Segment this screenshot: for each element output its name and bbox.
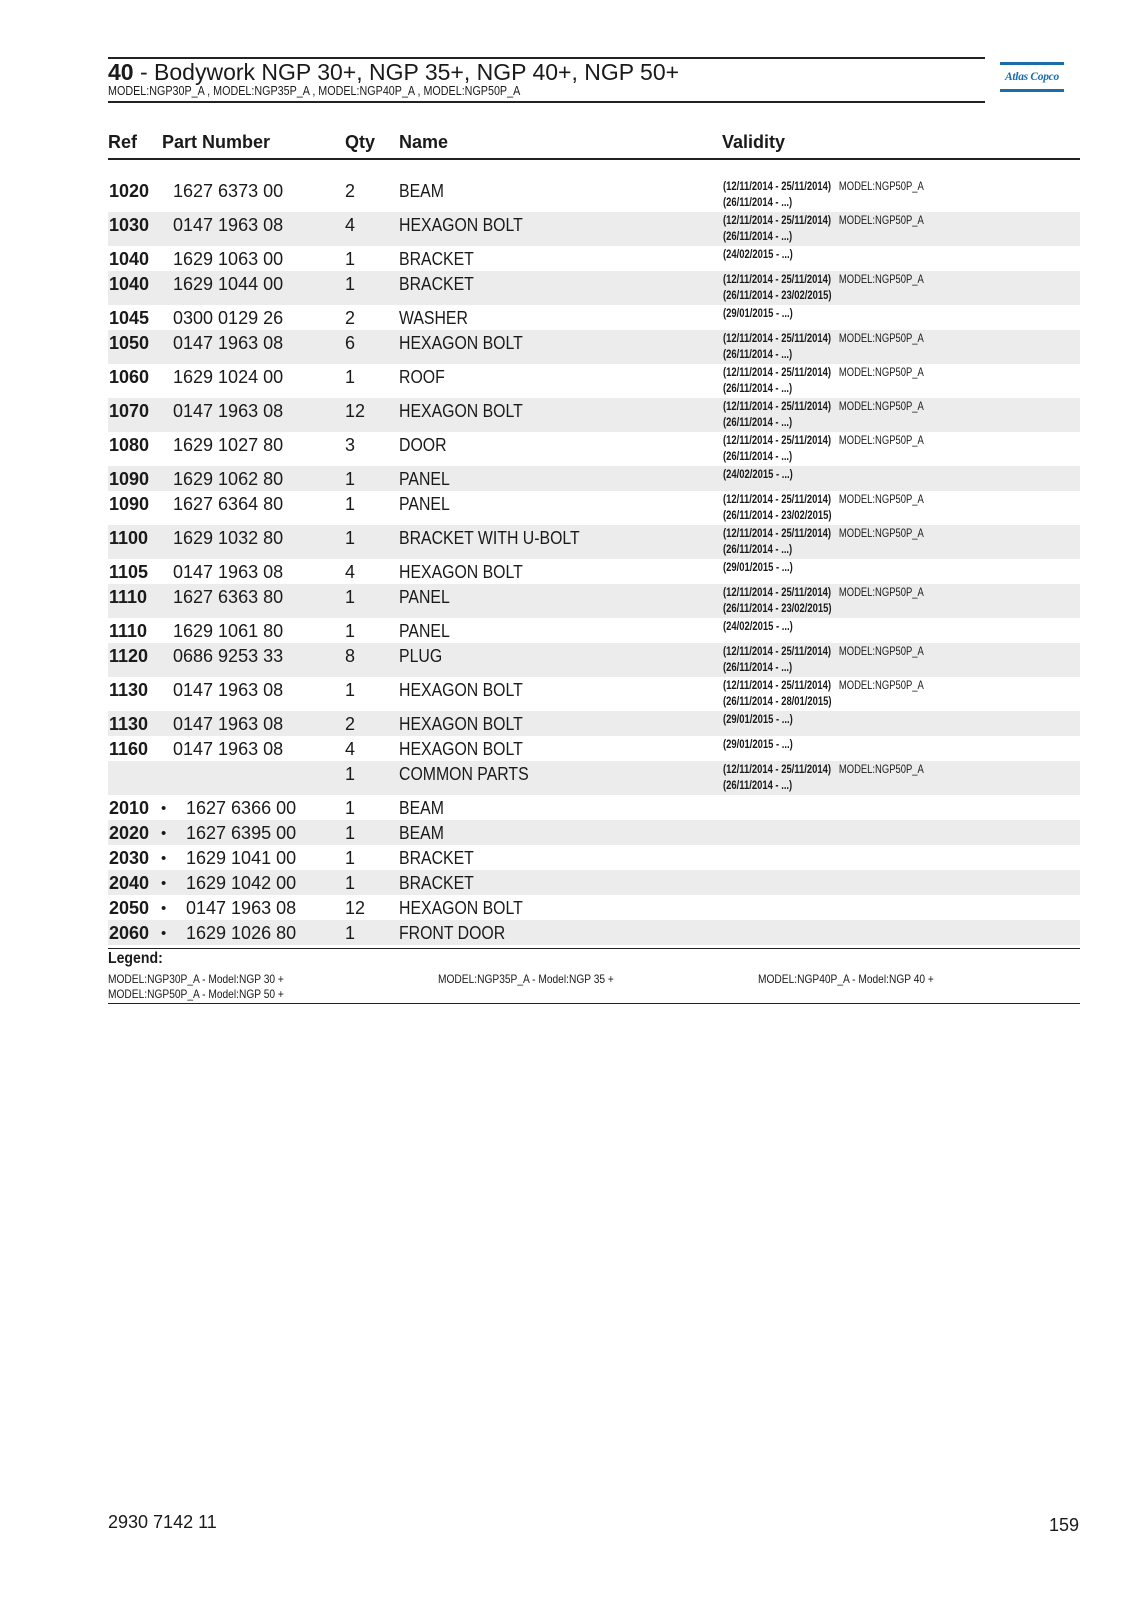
validity-cell [723,333,924,345]
validity-model: MODEL:NGP50P_A [838,587,924,599]
table-row [108,330,1080,364]
part-number-cell: 1627 6363 80 [173,587,284,607]
ref-cell: 1105 [109,562,149,582]
name-cell: BRACKET [399,848,474,868]
ref-cell: 1120 [109,646,149,666]
table-row [108,246,1080,271]
table-header [108,132,1080,158]
ref-cell: 1040 [109,274,150,294]
common-part-bullet: • [161,925,167,942]
validity-dates-secondary: (26/11/2014 - 23/02/2015) [723,603,832,615]
ref-cell: 2030 [109,848,150,868]
part-number-cell: 1629 1062 80 [173,469,284,489]
validity-dates-secondary: (26/11/2014 - ...) [723,197,793,209]
part-number-cell: 1629 1063 00 [173,249,284,269]
part-number-cell: 0147 1963 08 [173,680,284,700]
ref-cell: 1090 [109,469,150,489]
validity-model: MODEL:NGP50P_A [838,181,924,193]
table-row [108,212,1080,246]
part-number-cell: 0147 1963 08 [173,401,284,421]
table-row [108,491,1080,525]
table-row [108,618,1080,643]
name-cell: HEXAGON BOLT [399,898,523,918]
qty-cell: 2 [345,181,356,201]
validity-model: MODEL:NGP50P_A [838,680,924,692]
name-cell: HEXAGON BOLT [399,215,523,235]
qty-cell: 1 [345,494,356,514]
validity-dates-secondary: (26/11/2014 - ...) [723,451,793,463]
ref-cell: 1090 [109,494,150,514]
qty-cell: 1 [345,621,356,641]
part-number-cell: 1629 1026 80 [186,923,297,943]
validity-dates: (29/01/2015 - ...) [723,739,793,751]
qty-cell: 12 [345,898,366,918]
validity-dates: (12/11/2014 - 25/11/2014) [723,494,832,506]
validity-dates: (12/11/2014 - 25/11/2014) [723,274,832,286]
part-number-cell: 0147 1963 08 [173,215,284,235]
name-cell: HEXAGON BOLT [399,401,523,421]
name-cell: BEAM [399,798,444,818]
validity-cell [723,215,924,227]
ref-cell: 1070 [109,401,150,421]
ref-cell: 2050 [109,898,150,918]
qty-cell: 4 [345,215,356,235]
qty-cell: 8 [345,646,356,666]
validity-model: MODEL:NGP50P_A [838,274,924,286]
name-cell: BRACKET [399,274,474,294]
logo-bar-top [1000,62,1064,65]
part-number-cell: 1627 6395 00 [186,823,297,843]
qty-cell: 2 [345,714,356,734]
validity-cell [723,621,793,633]
logo-text: Atlas Copco [1005,71,1059,83]
qty-cell: 3 [345,435,356,455]
name-cell: PLUG [399,646,443,666]
name-cell: FRONT DOOR [399,923,506,943]
validity-dates: (12/11/2014 - 25/11/2014) [723,401,832,413]
validity-dates-secondary: (26/11/2014 - 23/02/2015) [723,510,832,522]
section-title: - Bodywork NGP 30+, NGP 35+, NGP 40+, NGP 50+ [133,59,680,85]
column-header-part-number: Part Number [162,132,271,152]
ref-cell: 1100 [109,528,149,548]
validity-cell [723,274,924,286]
table-row [108,736,1080,761]
name-cell: BEAM [399,823,444,843]
ref-cell: 1110 [109,621,148,641]
name-cell: BEAM [399,181,444,201]
header-bottom-rule [108,101,985,103]
ref-cell: 1045 [109,308,150,328]
qty-cell: 1 [345,587,356,607]
ref-cell: 1130 [109,714,149,734]
validity-dates: (29/01/2015 - ...) [723,308,793,320]
part-number-cell: 1629 1042 00 [186,873,297,893]
validity-cell [723,646,924,658]
part-number-cell: 0147 1963 08 [173,739,284,759]
qty-cell: 1 [345,823,356,843]
table-row [108,432,1080,466]
qty-cell: 2 [345,308,356,328]
validity-cell [723,494,924,506]
page-number: 159 [1049,1515,1080,1535]
name-cell: PANEL [399,587,450,607]
name-cell: HEXAGON BOLT [399,739,523,759]
validity-model: MODEL:NGP50P_A [838,401,924,413]
validity-model: MODEL:NGP50P_A [838,367,924,379]
table-row [108,761,1080,795]
validity-cell [723,562,793,574]
qty-cell: 1 [345,528,356,548]
ref-cell: 2060 [109,923,150,943]
table-row [108,559,1080,584]
part-number-cell: 1627 6364 80 [173,494,284,514]
validity-dates: (24/02/2015 - ...) [723,469,793,481]
legend-item: MODEL:NGP50P_A - Model:NGP 50 + [108,987,284,1001]
legend-item: MODEL:NGP40P_A - Model:NGP 40 + [758,972,934,986]
table-row [108,920,1080,945]
table-row [108,870,1080,895]
validity-cell [723,181,924,193]
validity-cell [723,587,924,599]
validity-dates: (12/11/2014 - 25/11/2014) [723,435,832,447]
ref-cell: 1020 [109,181,150,201]
validity-cell [723,401,924,413]
ref-cell: 1080 [109,435,150,455]
table-row [108,820,1080,845]
validity-dates: (12/11/2014 - 25/11/2014) [723,367,832,379]
table-row [108,398,1080,432]
validity-cell [723,308,793,320]
qty-cell: 1 [345,469,356,489]
name-cell: BRACKET [399,249,474,269]
ref-cell: 2010 [109,798,150,818]
ref-cell: 1160 [109,739,149,759]
part-number-cell: 0686 9253 33 [173,646,284,666]
name-cell: COMMON PARTS [399,764,529,784]
ref-cell: 1040 [109,249,150,269]
validity-model: MODEL:NGP50P_A [838,646,924,658]
part-number-cell: 1629 1032 80 [173,528,284,548]
part-number-cell: 0147 1963 08 [173,562,284,582]
column-header-validity: Validity [722,132,786,152]
name-cell: BRACKET WITH U-BOLT [399,528,580,548]
validity-dates: (12/11/2014 - 25/11/2014) [723,587,832,599]
name-cell: PANEL [399,621,450,641]
validity-cell [723,367,924,379]
legend-item: MODEL:NGP35P_A - Model:NGP 35 + [438,972,614,986]
qty-cell: 1 [345,764,356,784]
logo-bar-bottom [1000,89,1064,92]
legend-title: Legend: [108,950,163,967]
qty-cell: 1 [345,367,356,387]
table-row [108,677,1080,711]
name-cell: DOOR [399,435,447,455]
validity-cell [723,469,793,481]
part-number-cell: 0147 1963 08 [186,898,297,918]
name-cell: HEXAGON BOLT [399,333,523,353]
validity-dates: (12/11/2014 - 25/11/2014) [723,646,832,658]
table-row [108,525,1080,559]
validity-cell [723,680,924,692]
table-end-rule [108,948,1080,949]
atlas-copco-logo [1000,60,1064,96]
table-row [108,895,1080,920]
qty-cell: 4 [345,562,356,582]
table-row [108,271,1080,305]
part-number-cell: 1629 1041 00 [186,848,297,868]
ref-cell: 1050 [109,333,150,353]
qty-cell: 1 [345,274,356,294]
column-header-qty: Qty [345,132,376,152]
validity-model: MODEL:NGP50P_A [838,494,924,506]
validity-dates: (24/02/2015 - ...) [723,249,793,261]
part-number-cell: 1627 6366 00 [186,798,297,818]
table-row [108,711,1080,736]
validity-model: MODEL:NGP50P_A [838,764,924,776]
column-header-name: Name [399,132,449,152]
validity-dates: (12/11/2014 - 25/11/2014) [723,181,832,193]
table-row [108,466,1080,491]
validity-cell [723,714,793,726]
validity-dates-secondary: (26/11/2014 - ...) [723,349,793,361]
table-row [108,845,1080,870]
name-cell: BRACKET [399,873,474,893]
table-row [108,795,1080,820]
validity-dates-secondary: (26/11/2014 - ...) [723,662,793,674]
ref-cell: 2020 [109,823,150,843]
qty-cell: 4 [345,739,356,759]
document-number: 2930 7142 11 [108,1512,217,1532]
part-number-cell: 1629 1044 00 [173,274,284,294]
ref-cell: 1110 [109,587,148,607]
validity-dates-secondary: (26/11/2014 - ...) [723,544,793,556]
validity-dates-secondary: (26/11/2014 - ...) [723,383,793,395]
validity-dates: (24/02/2015 - ...) [723,621,793,633]
common-part-bullet: • [161,800,167,817]
validity-dates: (12/11/2014 - 25/11/2014) [723,333,832,345]
validity-dates: (12/11/2014 - 25/11/2014) [723,680,832,692]
table-row [108,643,1080,677]
qty-cell: 1 [345,848,356,868]
validity-dates: (12/11/2014 - 25/11/2014) [723,764,832,776]
ref-cell: 1030 [109,215,150,235]
name-cell: HEXAGON BOLT [399,680,523,700]
table-row [108,178,1080,212]
qty-cell: 12 [345,401,366,421]
validity-dates-secondary: (26/11/2014 - ...) [723,231,793,243]
name-cell: PANEL [399,469,450,489]
common-part-bullet: • [161,875,167,892]
validity-dates-secondary: (26/11/2014 - 23/02/2015) [723,290,832,302]
column-header-ref: Ref [108,132,138,152]
legend-item: MODEL:NGP30P_A - Model:NGP 30 + [108,972,284,986]
name-cell: HEXAGON BOLT [399,714,523,734]
legend-rule [108,1003,1080,1004]
validity-model: MODEL:NGP50P_A [838,215,924,227]
validity-dates-secondary: (26/11/2014 - ...) [723,417,793,429]
part-number-cell: 1629 1027 80 [173,435,284,455]
name-cell: WASHER [399,308,468,328]
part-number-cell: 0147 1963 08 [173,333,284,353]
validity-cell [723,764,924,776]
common-part-bullet: • [161,850,167,867]
part-number-cell: 0147 1963 08 [173,714,284,734]
section-number: 40 [108,59,134,85]
table-row [108,364,1080,398]
validity-cell [723,739,793,751]
validity-model: MODEL:NGP50P_A [838,333,924,345]
validity-model: MODEL:NGP50P_A [838,528,924,540]
validity-dates: (29/01/2015 - ...) [723,562,793,574]
part-number-cell: 0300 0129 26 [173,308,284,328]
table-header-rule [108,158,1080,160]
qty-cell: 1 [345,873,356,893]
validity-dates: (29/01/2015 - ...) [723,714,793,726]
part-number-cell: 1629 1024 00 [173,367,284,387]
validity-dates-secondary: (26/11/2014 - 28/01/2015) [723,696,832,708]
table-row [108,305,1080,330]
ref-cell: 1060 [109,367,150,387]
validity-cell [723,528,924,540]
validity-cell [723,249,793,261]
qty-cell: 1 [345,249,356,269]
page-title [108,58,679,86]
validity-dates: (12/11/2014 - 25/11/2014) [723,528,832,540]
part-number-cell: 1627 6373 00 [173,181,284,201]
qty-cell: 6 [345,333,356,353]
validity-model: MODEL:NGP50P_A [838,435,924,447]
part-number-cell: 1629 1061 80 [173,621,284,641]
page-subtitle: MODEL:NGP30P_A , MODEL:NGP35P_A , MODEL:NGP40P_A , MODEL:NGP50P_A [108,84,521,98]
validity-dates-secondary: (26/11/2014 - ...) [723,780,793,792]
ref-cell: 2040 [109,873,150,893]
qty-cell: 1 [345,923,356,943]
name-cell: HEXAGON BOLT [399,562,523,582]
ref-cell: 1130 [109,680,149,700]
qty-cell: 1 [345,680,356,700]
validity-dates: (12/11/2014 - 25/11/2014) [723,215,832,227]
common-part-bullet: • [161,825,167,842]
common-part-bullet: • [161,900,167,917]
qty-cell: 1 [345,798,356,818]
name-cell: PANEL [399,494,450,514]
name-cell: ROOF [399,367,445,387]
table-row [108,584,1080,618]
validity-cell [723,435,924,447]
